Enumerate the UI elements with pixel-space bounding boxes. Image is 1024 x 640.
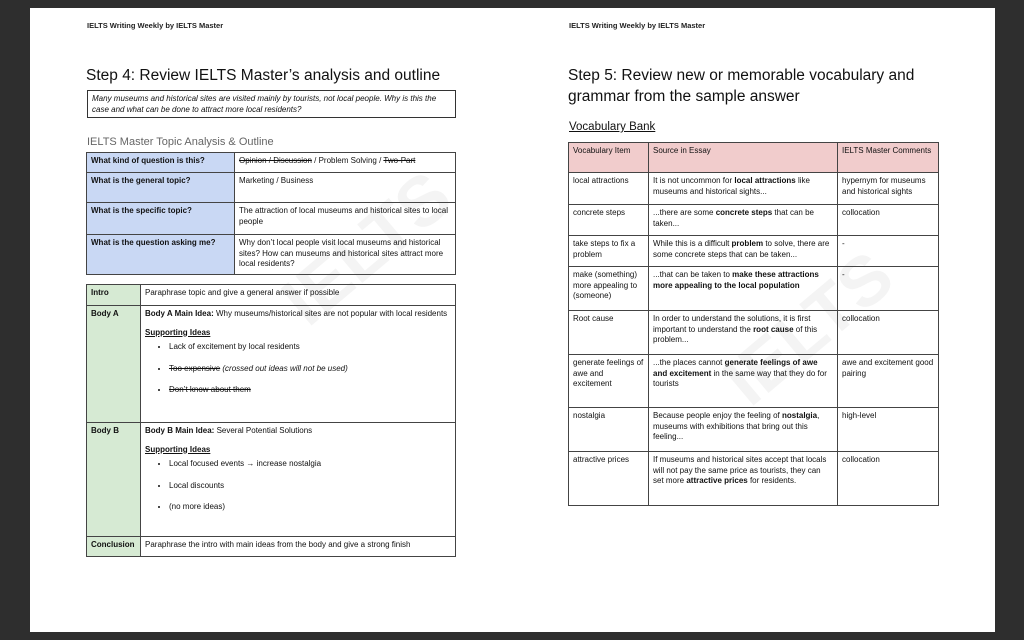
outline-text: Body A Main Idea: Why museums/historical sites are not popular with local residents Supporting Ideas • Lack of excitement by local residents • Too expensive (crossed out ideas will not be used) • Don’t know about them (141, 306, 456, 423)
table-row (569, 173, 939, 205)
vocab-item: concrete steps (569, 205, 649, 236)
vocab-source: ...that can be taken to make these attractions more appealing to the local population (649, 267, 838, 311)
vocab-col-header: IELTS Master Comments (838, 143, 939, 173)
vocab-comment: awe and excitement good pairing (838, 355, 939, 408)
vocab-source: In order to understand the solutions, it is first important to understand the root cause of this problem... (649, 311, 838, 355)
analysis-table (86, 152, 456, 275)
table-row (569, 205, 939, 236)
analysis-row (87, 153, 456, 173)
vocab-table (568, 142, 939, 506)
list-item: • (no more ideas) (169, 502, 451, 513)
vocab-item: generate feelings of awe and excitement (569, 355, 649, 408)
vocab-source: It is not uncommon for local attractions like museums and historical sights... (649, 173, 838, 205)
step4-title: Step 4: Review IELTS Master’s analysis and outline (86, 67, 441, 84)
vocab-comment: - (838, 236, 939, 267)
analysis-answer: The attraction of local museums and historical sites to local people (235, 203, 456, 235)
vocab-col-header: Vocabulary Item (569, 143, 649, 173)
vocab-item: attractive prices (569, 452, 649, 506)
analysis-answer: Opinion / Discussion / Problem Solving / Two-Part (235, 153, 456, 173)
vocab-item: local attractions (569, 173, 649, 205)
outline-text: Body B Main Idea: Several Potential Solutions Supporting Ideas • Local focused events → increase nostalgia • Local discounts • (no more ideas) (141, 423, 456, 537)
analysis-question: What is the specific topic? (87, 203, 235, 235)
outline-text: Paraphrase the intro with main ideas from the body and give a strong finish (141, 537, 456, 557)
outline-text: Paraphrase topic and give a general answer if possible (141, 285, 456, 306)
step5-title: Step 5: Review new or memorable vocabulary and grammar from the sample answer (568, 67, 915, 105)
list-item: • Lack of excitement by local residents (169, 342, 451, 353)
table-row (569, 236, 939, 267)
vocab-source: ...there are some concrete steps that can be taken... (649, 205, 838, 236)
analysis-question: What is the general topic? (87, 173, 235, 203)
analysis-answer: Why don’t local people visit local museums and historical sites? How can museums and historical sites attract more local residents? (235, 235, 456, 275)
analysis-row (87, 173, 456, 203)
analysis-question: What is the question asking me? (87, 235, 235, 275)
vocab-comment: hypernym for museums and historical sights (838, 173, 939, 205)
analysis-question: What kind of question is this? (87, 153, 235, 173)
essay-question: Many museums and historical sites are visited mainly by tourists, not local people. Why is this the case and what can be done to attract more local residents? (87, 90, 456, 118)
vocab-col-header: Source in Essay (649, 143, 838, 173)
list-item: • Local focused events → increase nostalgia (169, 459, 451, 470)
vocab-source: While this is a difficult problem to solve, there are some concrete steps that can be taken... (649, 236, 838, 267)
analysis-title: IELTS Master Topic Analysis & Outline (87, 136, 274, 148)
vocab-item: take steps to fix a problem (569, 236, 649, 267)
outline-label: Intro (87, 285, 141, 306)
outline-row (87, 537, 456, 557)
supporting-heading: Supporting Ideas (145, 444, 211, 454)
list-item: • Too expensive (crossed out ideas will not be used) (169, 364, 451, 375)
vocab-comment: high-level (838, 408, 939, 452)
vocab-source: Because people enjoy the feeling of nostalgia, museums with exhibitions that bring out this feeling... (649, 408, 838, 452)
outline-row (87, 306, 456, 423)
analysis-row (87, 203, 456, 235)
table-row (569, 267, 939, 311)
vocab-comment: collocation (838, 205, 939, 236)
supporting-heading: Supporting Ideas (145, 327, 211, 337)
vocab-item: nostalgia (569, 408, 649, 452)
list-item: • Don’t know about them (169, 385, 451, 396)
vocab-bank-title: Vocabulary Bank (569, 121, 656, 133)
page-header: IELTS Writing Weekly by IELTS Master (569, 21, 706, 30)
outline-row (87, 423, 456, 537)
vocab-source: ...the places cannot generate feelings of awe and excitement in the same way that they do for tourists (649, 355, 838, 408)
table-row (569, 355, 939, 408)
outline-row (87, 285, 456, 306)
table-row (569, 311, 939, 355)
analysis-row (87, 235, 456, 275)
vocab-item: make (something) more appealing to (someone) (569, 267, 649, 311)
page-header: IELTS Writing Weekly by IELTS Master (87, 21, 224, 30)
outline-label: Body A (87, 306, 141, 423)
vocab-source: If museums and historical sites accept that locals will not pay the same price as tourists, they can set more attractive prices for residents. (649, 452, 838, 506)
vocab-comment: - (838, 267, 939, 311)
table-row (569, 408, 939, 452)
right-page (512, 8, 995, 632)
table-row (569, 452, 939, 506)
analysis-answer: Marketing / Business (235, 173, 456, 203)
outline-label: Conclusion (87, 537, 141, 557)
vocab-comment: collocation (838, 311, 939, 355)
vocab-header-row (569, 143, 939, 173)
left-page (30, 8, 512, 632)
list-item: • Local discounts (169, 481, 451, 492)
outline-label: Body B (87, 423, 141, 537)
vocab-item: Root cause (569, 311, 649, 355)
outline-table (86, 284, 456, 557)
vocab-comment: collocation (838, 452, 939, 506)
